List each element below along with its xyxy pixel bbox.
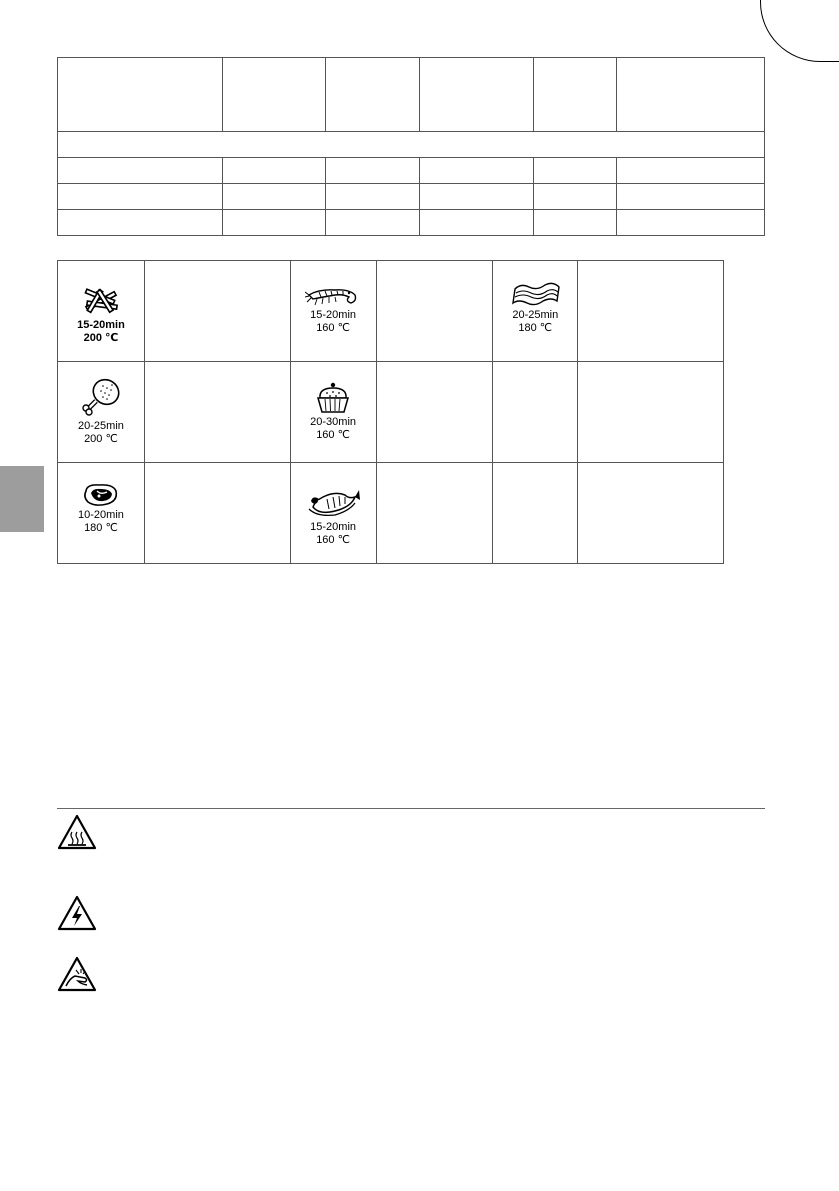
hand-injury-warning-icon — [57, 956, 97, 992]
cooking-guide-row — [58, 362, 724, 463]
table-row — [58, 158, 765, 184]
cook-temperature: 180 ℃ — [518, 322, 553, 334]
cook-time: 20-30min — [310, 416, 356, 428]
food-description-cell — [144, 362, 290, 463]
table-cell — [617, 184, 765, 210]
cook-time: 15-20min — [310, 521, 356, 533]
food-icon-cell — [58, 261, 145, 362]
food-description-cell — [376, 362, 493, 463]
cook-time: 20-25min — [78, 420, 124, 432]
table-cell — [222, 158, 325, 184]
header-cell — [420, 58, 534, 132]
cook-temperature: 200 ℃ — [84, 433, 118, 445]
cupcake-icon — [313, 380, 353, 416]
shrimp-icon — [305, 283, 361, 309]
cooking-guide-table — [57, 260, 724, 564]
empty-icon-cell — [493, 463, 578, 564]
chicken-drumstick-icon — [79, 376, 123, 420]
food-icon-cell — [493, 261, 578, 362]
table-row — [58, 210, 765, 236]
table-cell — [58, 158, 223, 184]
french-fries-icon — [79, 279, 123, 319]
table-cell — [325, 210, 420, 236]
table-cell — [325, 158, 420, 184]
table-cell — [420, 158, 534, 184]
table-cell — [617, 210, 765, 236]
food-icon-cell — [58, 463, 145, 564]
cook-temperature: 180 ℃ — [84, 522, 118, 534]
table-section-row — [58, 132, 765, 158]
language-side-tab — [0, 466, 44, 532]
cook-time: 10-20min — [78, 509, 124, 521]
food-icon-cell — [290, 261, 376, 362]
cook-temperature: 160 ℃ — [316, 534, 350, 546]
top-grid-table — [57, 57, 765, 236]
table-cell — [617, 158, 765, 184]
header-cell — [325, 58, 420, 132]
cooking-guide-row — [58, 463, 724, 564]
food-description-cell — [144, 261, 290, 362]
empty-icon-cell — [493, 362, 578, 463]
table-cell — [325, 184, 420, 210]
warnings-divider — [57, 808, 765, 809]
bacon-icon — [509, 281, 561, 309]
table-cell — [58, 184, 223, 210]
header-cell — [222, 58, 325, 132]
table-cell — [222, 184, 325, 210]
food-icon-cell — [290, 463, 376, 564]
header-cell — [617, 58, 765, 132]
table-cell — [420, 184, 534, 210]
cook-temperature: 160 ℃ — [316, 429, 350, 441]
cook-time: 15-20min — [310, 309, 356, 321]
hot-surface-warning-icon — [57, 814, 97, 850]
food-description-cell — [376, 261, 493, 362]
electric-shock-warning-icon — [57, 895, 97, 931]
table-cell — [58, 210, 223, 236]
table-cell — [534, 158, 617, 184]
steak-icon — [81, 481, 121, 509]
page-corner-mark — [760, 0, 839, 62]
header-cell — [58, 58, 223, 132]
table-cell — [222, 210, 325, 236]
food-icon-cell — [58, 362, 145, 463]
section-cell — [58, 132, 765, 158]
food-description-cell — [578, 463, 724, 564]
table-cell — [534, 210, 617, 236]
header-cell — [534, 58, 617, 132]
table-cell — [420, 210, 534, 236]
table-row — [58, 184, 765, 210]
cooking-guide-row — [58, 261, 724, 362]
cook-temperature: 200 ℃ — [83, 332, 119, 344]
cook-temperature: 160 ℃ — [316, 322, 350, 334]
table-header-row — [58, 58, 765, 132]
food-description-cell — [578, 362, 724, 463]
food-description-cell — [376, 463, 493, 564]
food-description-cell — [578, 261, 724, 362]
food-icon-cell — [290, 362, 376, 463]
cook-time: 20-25min — [512, 309, 559, 321]
food-description-cell — [144, 463, 290, 564]
table-cell — [534, 184, 617, 210]
cook-time: 15-20min — [77, 319, 125, 331]
fish-icon — [305, 481, 361, 521]
